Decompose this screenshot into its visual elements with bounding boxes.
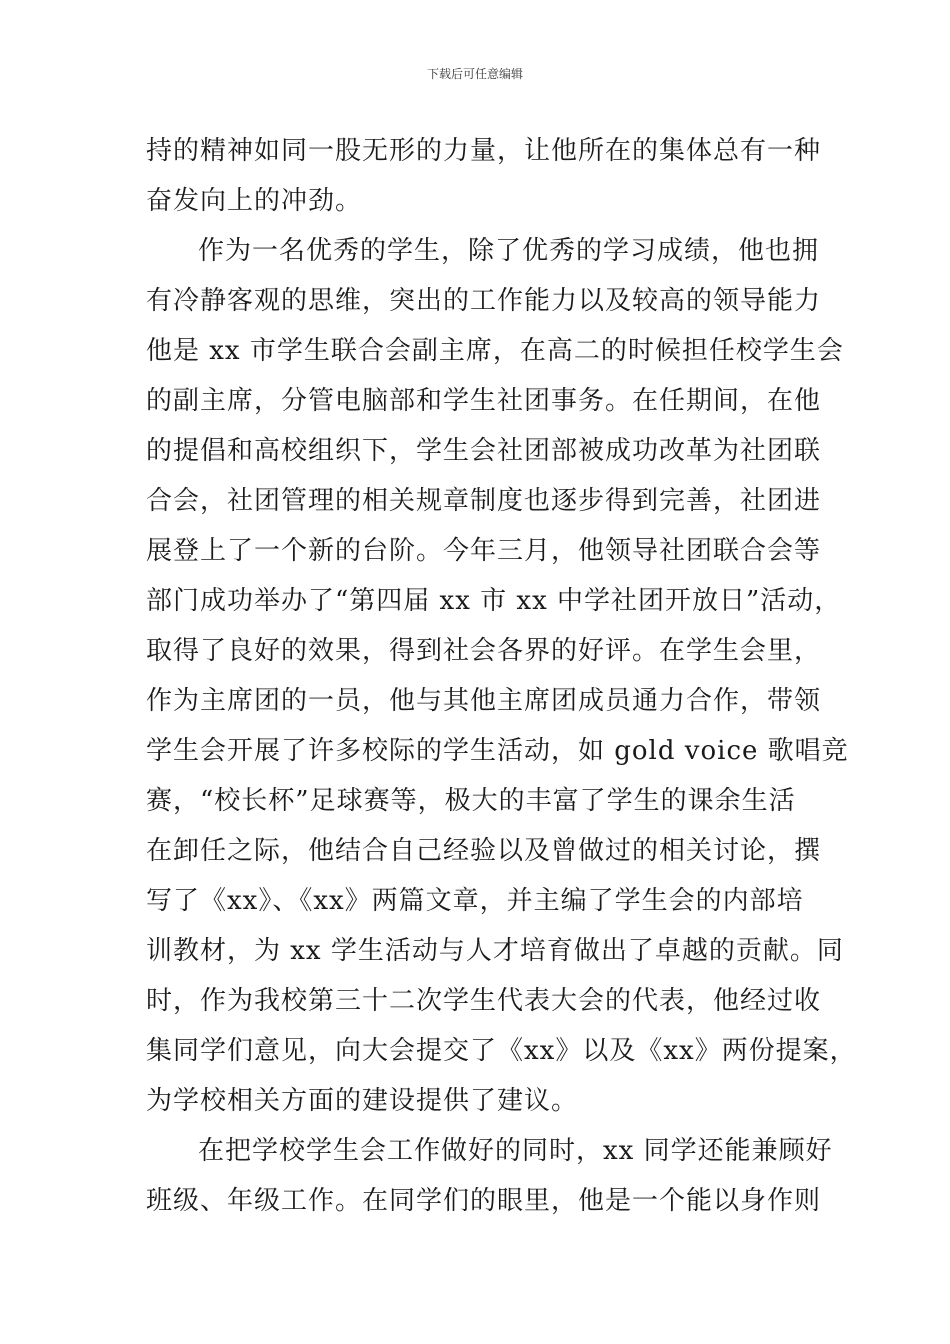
text-line: 有冷静客观的思维，突出的工作能力以及较高的领导能力 bbox=[146, 286, 822, 316]
text-line: 在卸任之际，他结合自己经验以及曾做过的相关讨论，撰 bbox=[146, 836, 822, 866]
paragraph-first-line: 在把学校学生会工作做好的同时，xx 同学还能兼顾好 bbox=[198, 1136, 833, 1166]
document-body bbox=[146, 126, 857, 1226]
text-line: 展登上了一个新的台阶。今年三月，他领导社团联合会等 bbox=[146, 536, 822, 566]
text-line: 奋发向上的冲劲。 bbox=[146, 186, 363, 216]
text-line: 写了《xx》、《xx》两篇文章，并主编了学生会的内部培 bbox=[146, 886, 804, 916]
text-line: 合会，社团管理的相关规章制度也逐步得到完善，社团进 bbox=[146, 486, 822, 516]
text-line: 的副主席，分管电脑部和学生社团事务。在任期间，在他 bbox=[146, 386, 822, 416]
text-line: 时，作为我校第三十二次学生代表大会的代表，他经过收 bbox=[146, 986, 822, 1016]
text-line: 部门成功举办了“第四届 xx 市 xx 中学社团开放日”活动， bbox=[146, 586, 842, 616]
text-line: 持的精神如同一股无形的力量，让他所在的集体总有一种 bbox=[146, 136, 822, 166]
text-line: 学生会开展了许多校际的学生活动，如 gold voice 歌唱竞 bbox=[146, 736, 849, 766]
text-line: 作为主席团的一员，他与其他主席团成员通力合作，带领 bbox=[146, 686, 822, 716]
paragraph-first-line: 作为一名优秀的学生，除了优秀的学习成绩，他也拥 bbox=[198, 236, 820, 266]
page-header: 下载后可任意编辑 bbox=[426, 67, 523, 81]
text-line: 取得了良好的效果，得到社会各界的好评。在学生会里， bbox=[146, 636, 822, 666]
text-line: 集同学们意见，向大会提交了《xx》以及《xx》两份提案， bbox=[146, 1036, 857, 1066]
text-line: 训教材，为 xx 学生活动与人才培育做出了卓越的贡献。同 bbox=[146, 936, 844, 966]
text-line: 赛，“校长杯”足球赛等，极大的丰富了学生的课余生活 bbox=[146, 786, 796, 816]
text-line: 班级、年级工作。在同学们的眼里，他是一个能以身作则 bbox=[146, 1186, 822, 1216]
text-line: 的提倡和高校组织下，学生会社团部被成功改革为社团联 bbox=[146, 436, 822, 466]
text-line: 为学校相关方面的建设提供了建议。 bbox=[146, 1086, 579, 1116]
text-line: 他是 xx 市学生联合会副主席，在高二的时候担任校学生会 bbox=[146, 336, 844, 366]
